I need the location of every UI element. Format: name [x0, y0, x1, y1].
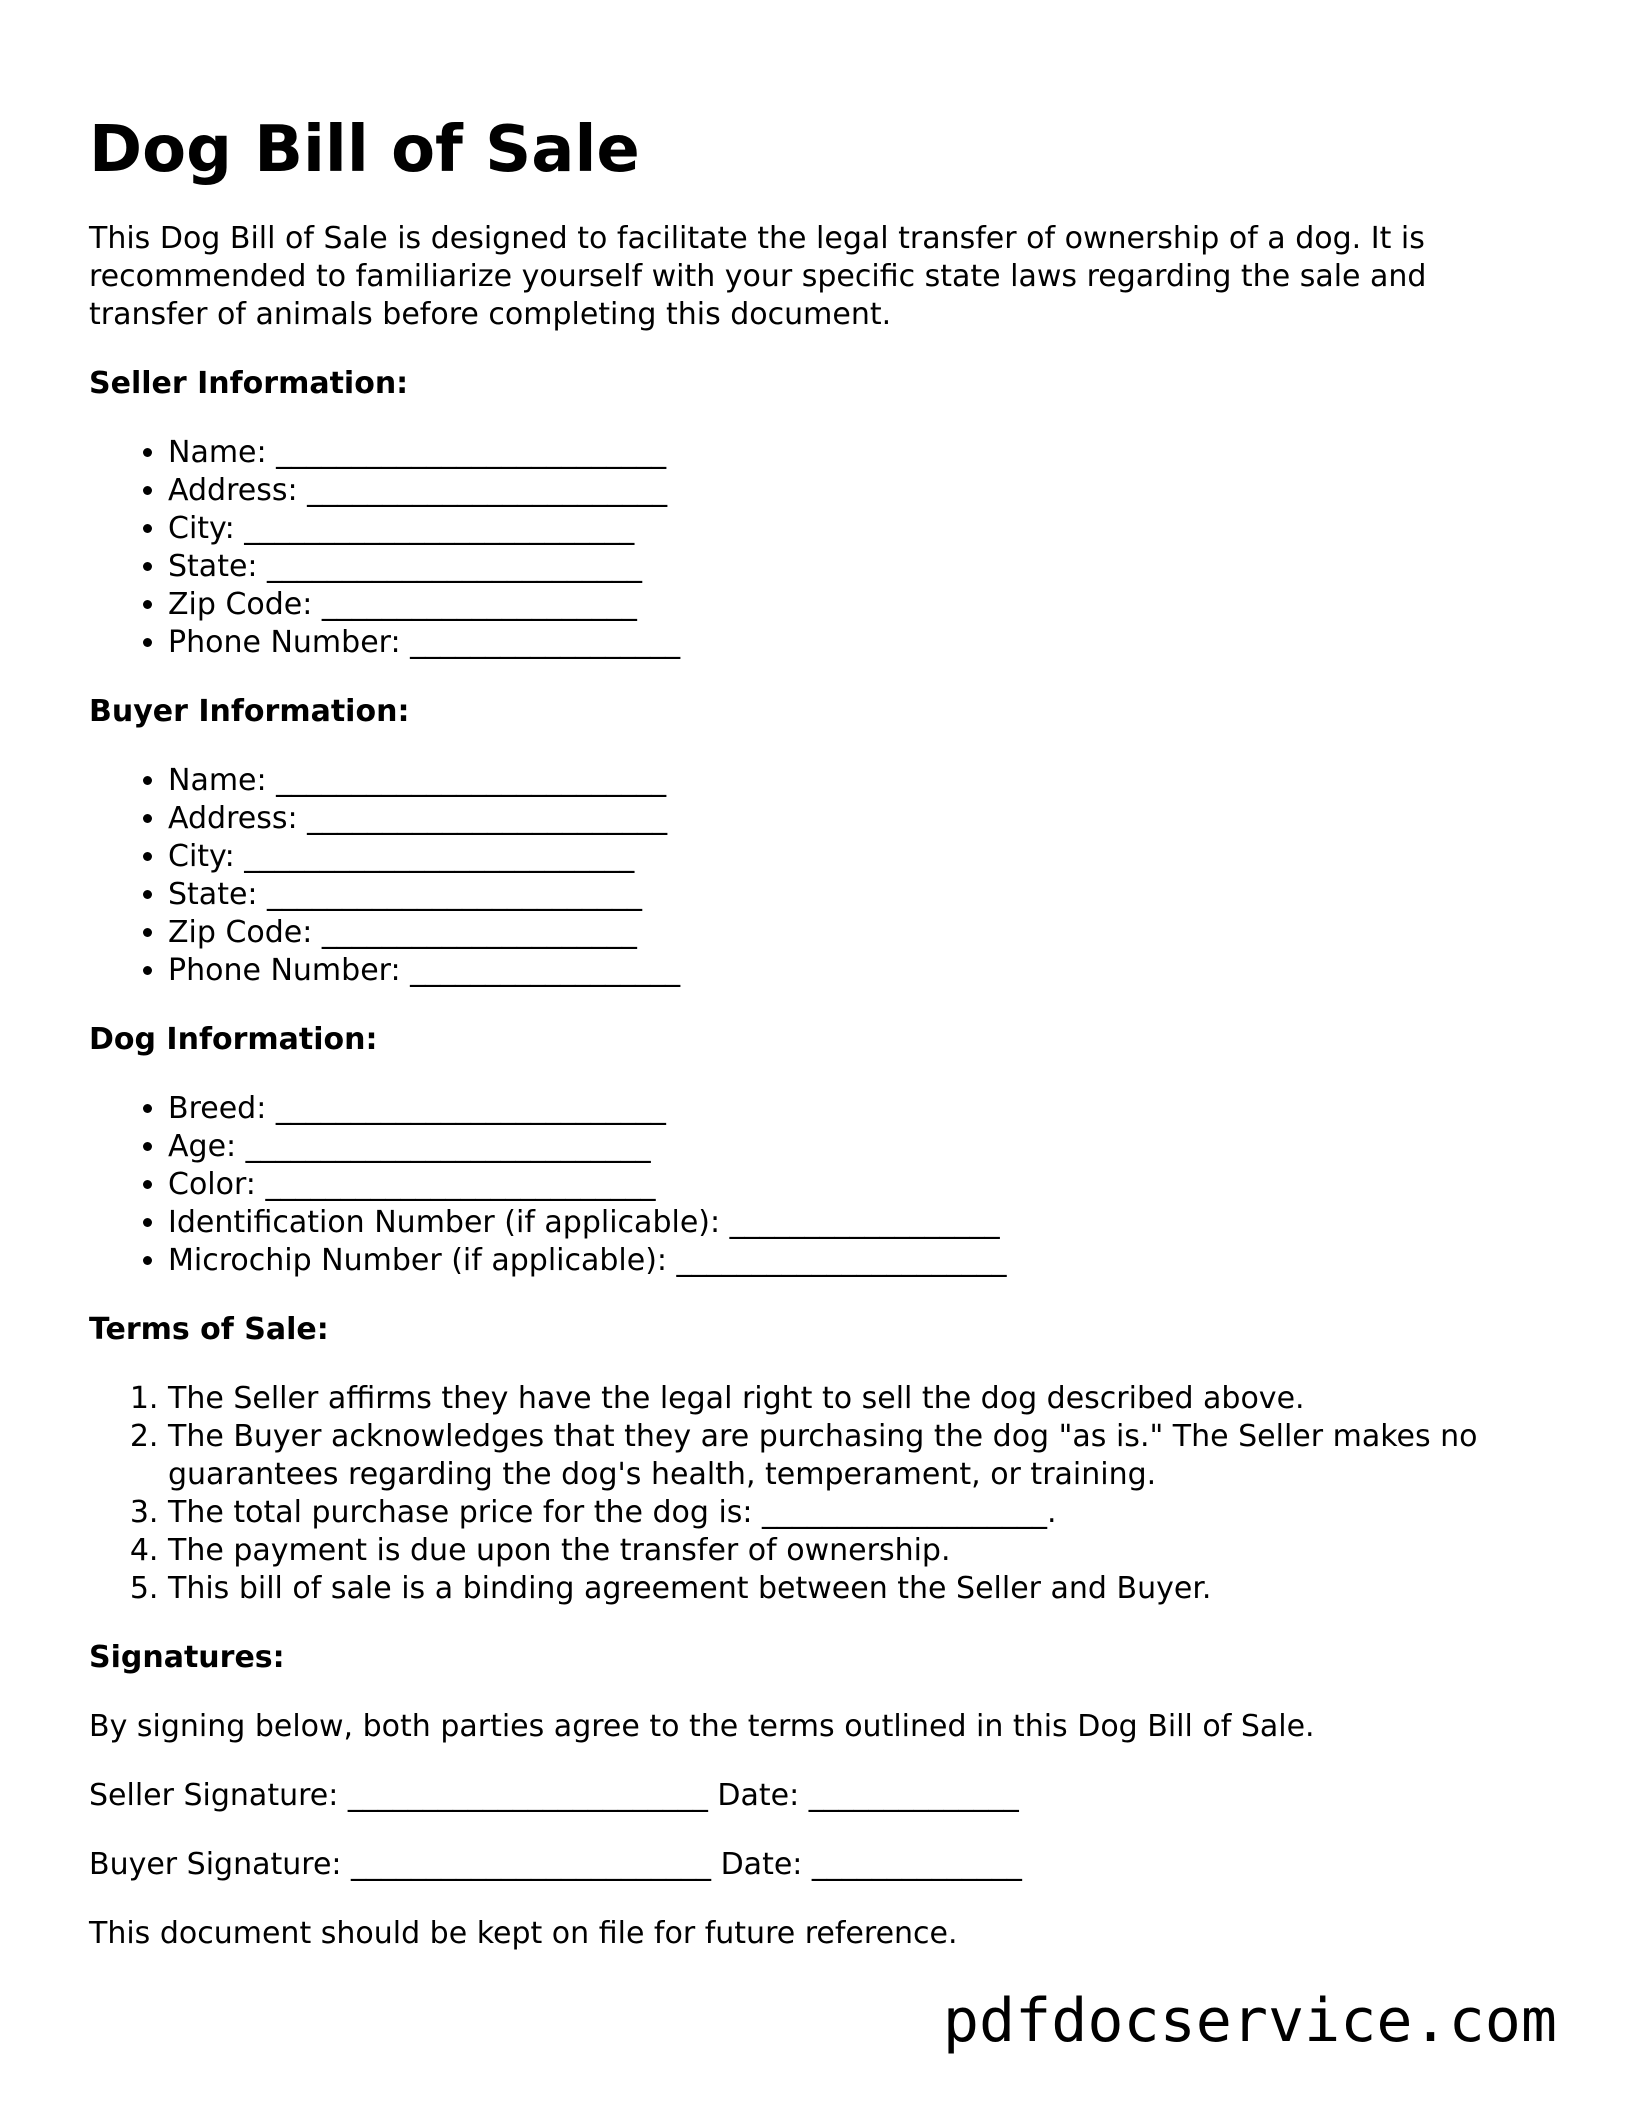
terms-item: 5. This bill of sale is a binding agreement between the Seller and Buyer.: [168, 1570, 1529, 1608]
dog-color-field: • Color: __________________________: [168, 1166, 1529, 1204]
seller-phone-field: • Phone Number: __________________: [168, 624, 1529, 662]
buyer-heading: Buyer Information:: [89, 694, 410, 729]
terms-heading: Terms of Sale:: [89, 1312, 329, 1347]
document-page: [89, 110, 1529, 1984]
terms-item: 3. The total purchase price for the dog is: ___________________.: [168, 1494, 1529, 1532]
buyer-name-field: • Name: __________________________: [168, 762, 1529, 800]
terms-item: 1. The Seller affirms they have the legal right to sell the dog described above.: [168, 1380, 1529, 1418]
terms-list: [89, 1380, 1529, 1608]
buyer-signature-line: Buyer Signature: ________________________ Date: ______________: [89, 1847, 1022, 1882]
dog-fields-list: [89, 1090, 1529, 1280]
terms-item: 4. The payment is due upon the transfer of ownership.: [168, 1532, 1529, 1570]
buyer-address-field: • Address: ________________________: [168, 800, 1529, 838]
watermark: pdfdocservice.com: [942, 1986, 1557, 2056]
buyer-zip-field: • Zip Code: _____________________: [168, 914, 1529, 952]
footer-note: This document should be kept on file for future reference.: [89, 1916, 958, 1951]
seller-city-field: • City: __________________________: [168, 510, 1529, 548]
seller-address-field: • Address: ________________________: [168, 472, 1529, 510]
buyer-fields-list: [89, 762, 1529, 990]
seller-state-field: • State: _________________________: [168, 548, 1529, 586]
dog-breed-field: • Breed: __________________________: [168, 1090, 1529, 1128]
seller-heading: Seller Information:: [89, 366, 409, 401]
signatures-statement: By signing below, both parties agree to the terms outlined in this Dog Bill of Sale.: [89, 1709, 1315, 1744]
seller-signature-line: Seller Signature: ________________________ Date: ______________: [89, 1778, 1019, 1813]
page-title: Dog Bill of Sale: [89, 113, 640, 187]
seller-name-field: • Name: __________________________: [168, 434, 1529, 472]
buyer-state-field: • State: _________________________: [168, 876, 1529, 914]
buyer-city-field: • City: __________________________: [168, 838, 1529, 876]
seller-zip-field: • Zip Code: _____________________: [168, 586, 1529, 624]
dog-identification-field: • Identification Number (if applicable): __________________: [168, 1204, 1529, 1242]
terms-item: 2. The Buyer acknowledges that they are purchasing the dog "as is." The Seller makes no guarantees regarding the dog's health, temperament, or training.: [168, 1418, 1529, 1494]
intro-paragraph: This Dog Bill of Sale is designed to facilitate the legal transfer of ownership of a dog. It is recommended to familiarize yourself with your specific state laws regarding the sale and transfer of animals before completing this document.: [89, 221, 1427, 332]
dog-age-field: • Age: ___________________________: [168, 1128, 1529, 1166]
signatures-heading: Signatures:: [89, 1640, 285, 1675]
buyer-phone-field: • Phone Number: __________________: [168, 952, 1529, 990]
dog-heading: Dog Information:: [89, 1022, 378, 1057]
dog-microchip-field: • Microchip Number (if applicable): ______________________: [168, 1242, 1529, 1280]
seller-fields-list: [89, 434, 1529, 662]
